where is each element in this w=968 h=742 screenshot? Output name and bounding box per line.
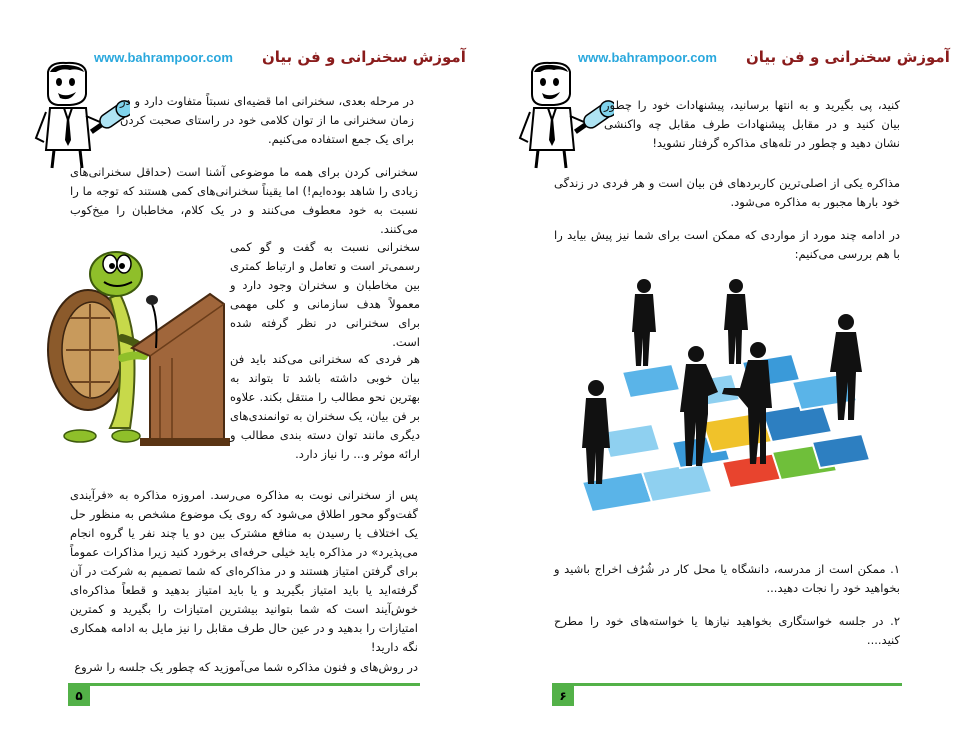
page-6 [484,0,968,742]
scenario-list [554,560,900,664]
paragraph-4: هر فردی که سخنرانی می‌کند باید فن بیان خوبی داشته باشد تا بتواند به بهترین نحو مطالب را منتقل بکند. علاوه بر فن بیان، یک سخنران به توانمندی‌های دیگری مانند توان دسته بندی مطالب و ارائه موثر و... را نیاز دارد. [230,352,420,461]
book-title: آموزش سخنرانی و فن بیان [746,48,950,66]
paragraph-1: در مرحله بعدی، سخنرانی اما قضیه‌ای نسبتاً متفاوت دارد و در زمان سخنرانی ما از توان کلامی خود در راستای صحبت کردن برای یک جمع استفاده می‌کنیم. [120,94,414,146]
speaker-icon [30,60,130,170]
speaker-icon [514,60,614,170]
business-puzzle-illustration [562,272,896,528]
paragraph-2: سخنرانی کردن برای همه ما موضوعی آشنا است (حداقل سخنرانی‌های زیادی را شاهد بوده‌ایم!) اما یقیناً سخنرانی‌های کمی هستند که توجه ما را نسبت به خود معطوف می‌کنند و در یک کلام، مخاطبان را میخ‌کوب می‌کنند. [70,165,418,236]
paragraph-1: کنید، پی بگیرید و به انتها برسانید، پیشنهادات خود را چطور بیان کنید و در مقابل پیشنهادات طرف مقابل چه واکنشی نشان دهید و چطور در تله‌های مذاکره گرفتار نشوید! [604,98,900,150]
page-number: ۶ [552,686,574,706]
paragraph-3: در ادامه چند مورد از مواردی که ممکن است برای شما نیز پیش بیاید را با هم بررسی می‌کنیم: [554,228,900,261]
list-item: ۱. ممکن است از مدرسه، دانشگاه یا محل کار در شُرُف اخراج باشید و بخواهید خود را نجات دهید... [554,562,900,595]
site-url: www.bahrampoor.com [578,50,717,65]
paragraph-5: پس از سخنرانی نوبت به مذاکره می‌رسد. امروزه مذاکره به «فرآیندی گفت‌وگو محور اطلاق می‌شود که روی یک موضوع مشخص به منظور حل یک اختلاف یا رسیدن به منافع مشترک بین دو یا چند نفر یا گروه انجام می‌پذیرد» در مذاکره باید خیلی حرفه‌ای برخورد کنید زیرا مذاکرات عموماً برای گرفتن امتیاز هستند و در مذاکره‌ای که شما تصمیم به شرکت در آن گرفته‌اید یا باید امتیاز بگیرید و یا باید امتیاز بدهید و قطعاً مذاکره‌ای خوش‌آیند است که شما بتوانید بیشترین امتیازات را بگیرید و کمترین امتیازات را بدهید و در عین حال طرف مقابل را نیز مایل به ادامه همکاری نگه دارید! [70,488,418,654]
list-item: ۲. در جلسه خواستگاری بخواهید نیازها یا خواسته‌های خود را مطرح کنید.... [554,614,900,647]
paragraph-3: سخنرانی نسبت به گفت و گو کمی رسمی‌تر است و تعامل و ارتباط کمتری بین مخاطبان و سخنران وجود دارد و معمولاً هدف سازمانی و کلی مهمی برای سخنرانی در نظر گرفته شده است. [230,240,420,349]
paragraph-6: در روش‌های و فنون مذاکره شما می‌آموزید که چطور یک جلسه را شروع [74,660,418,674]
page-number: ۵ [68,686,90,706]
book-title: آموزش سخنرانی و فن بیان [262,48,466,66]
turtle-podium-illustration [40,238,230,448]
footer-line [552,683,902,686]
footer-line [68,683,420,686]
site-url: www.bahrampoor.com [94,50,233,65]
paragraph-2: مذاکره یکی از اصلی‌ترین کاربردهای فن بیان است و هر فردی در زندگی خود بارها مجبور به مذاکره می‌شود. [554,176,900,209]
